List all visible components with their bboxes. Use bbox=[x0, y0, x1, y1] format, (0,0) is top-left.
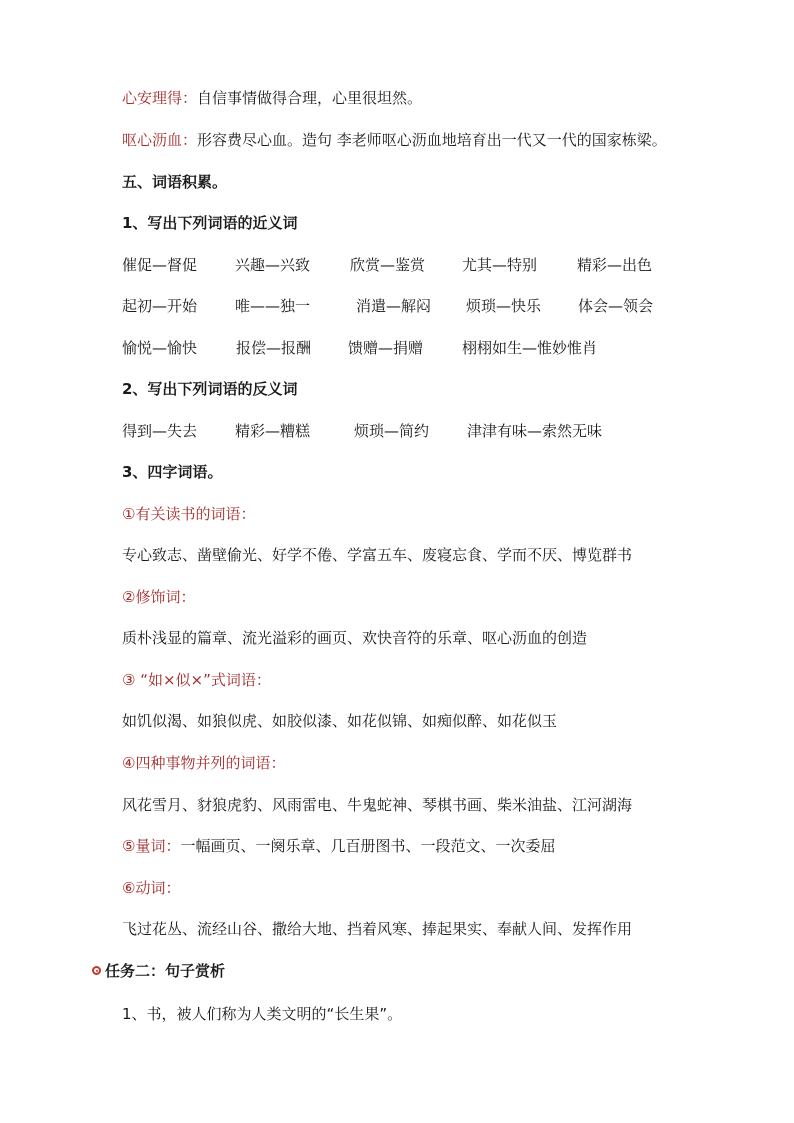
word-pair: 催促—督促 bbox=[122, 256, 198, 274]
group-label: ⑤量词： bbox=[122, 837, 181, 855]
word-pair: 得到—失去 bbox=[122, 422, 198, 440]
antonyms-title: 2、写出下列词语的反义词 bbox=[122, 380, 298, 398]
group-label: ④四种事物并列的词语： bbox=[122, 754, 286, 772]
idiom-line-2 bbox=[122, 130, 667, 150]
synonyms-title: 1、写出下列词语的近义词 bbox=[122, 214, 298, 232]
word-pair: 愉悦—愉快 bbox=[122, 339, 198, 357]
idiom-term: 心安理得： bbox=[122, 89, 198, 107]
idiom-desc: 自信事情做得合理，心里很坦然。 bbox=[197, 89, 423, 107]
word-pair: 烦琐—快乐 bbox=[466, 297, 542, 315]
bullet-icon bbox=[92, 966, 101, 975]
group-inline bbox=[122, 836, 555, 856]
group-content: 飞过花丛、流经山谷、撒给大地、挡着风寒、捧起果实、奉献人间、发挥作用 bbox=[122, 920, 633, 938]
word-pair: 烦琐—简约 bbox=[354, 422, 430, 440]
four-char-title: 3、四字词语。 bbox=[122, 463, 223, 481]
group-content: 质朴浅显的篇章、流光溢彩的画页、欢快音符的乐章、呕心沥血的创造 bbox=[122, 629, 588, 647]
group-content: 专心致志、凿壁偷光、好学不倦、学富五车、废寝忘食、学而不厌、博览群书 bbox=[122, 546, 633, 564]
group-content: 一幅画页、一阕乐章、几百册图书、一段范文、一次委屈 bbox=[180, 837, 556, 855]
group-label: ①有关读书的词语： bbox=[122, 505, 256, 523]
word-pair: 栩栩如生—惟妙惟肖 bbox=[462, 339, 598, 357]
word-pair: 消遣—解闷 bbox=[356, 297, 432, 315]
group-content: 如饥似渴、如狼似虎、如胶似漆、如花似锦、如痴似醉、如花似玉 bbox=[122, 712, 558, 730]
task-item: 1、书，被人们称为人类文明的“长生果”。 bbox=[122, 1005, 403, 1023]
word-pair: 报偿—报酬 bbox=[236, 339, 312, 357]
task-title-text: 任务二：句子赏析 bbox=[105, 962, 226, 980]
word-pair: 起初—开始 bbox=[122, 297, 198, 315]
group-label: ⑥动词： bbox=[122, 879, 181, 897]
word-pair: 尤其—特别 bbox=[462, 256, 538, 274]
word-pair: 精彩—出色 bbox=[577, 256, 653, 274]
group-label: ②修饰词： bbox=[122, 588, 196, 606]
idiom-term: 呕心沥血： bbox=[122, 131, 198, 149]
word-pair: 唯——独一 bbox=[235, 297, 311, 315]
word-pair: 精彩—糟糕 bbox=[235, 422, 311, 440]
group-label: ③ “如×似×”式词语： bbox=[122, 671, 271, 689]
group-content: 风花雪月、豺狼虎豹、风雨雷电、牛鬼蛇神、琴棋书画、柴米油盐、江河湖海 bbox=[122, 796, 633, 814]
idiom-desc: 形容费尽心血。造句 李老师呕心沥血地培育出一代又一代的国家栋梁。 bbox=[197, 131, 667, 149]
idiom-line-1 bbox=[122, 88, 422, 108]
word-pair: 馈赠—捐赠 bbox=[348, 339, 424, 357]
word-pair: 欣赏—鉴赏 bbox=[350, 256, 426, 274]
word-pair: 体会—领会 bbox=[578, 297, 654, 315]
word-pair: 兴趣—兴致 bbox=[235, 256, 311, 274]
task-title bbox=[92, 961, 225, 981]
section-title: 五、词语积累。 bbox=[122, 173, 228, 191]
word-pair: 津津有味—索然无味 bbox=[467, 422, 603, 440]
